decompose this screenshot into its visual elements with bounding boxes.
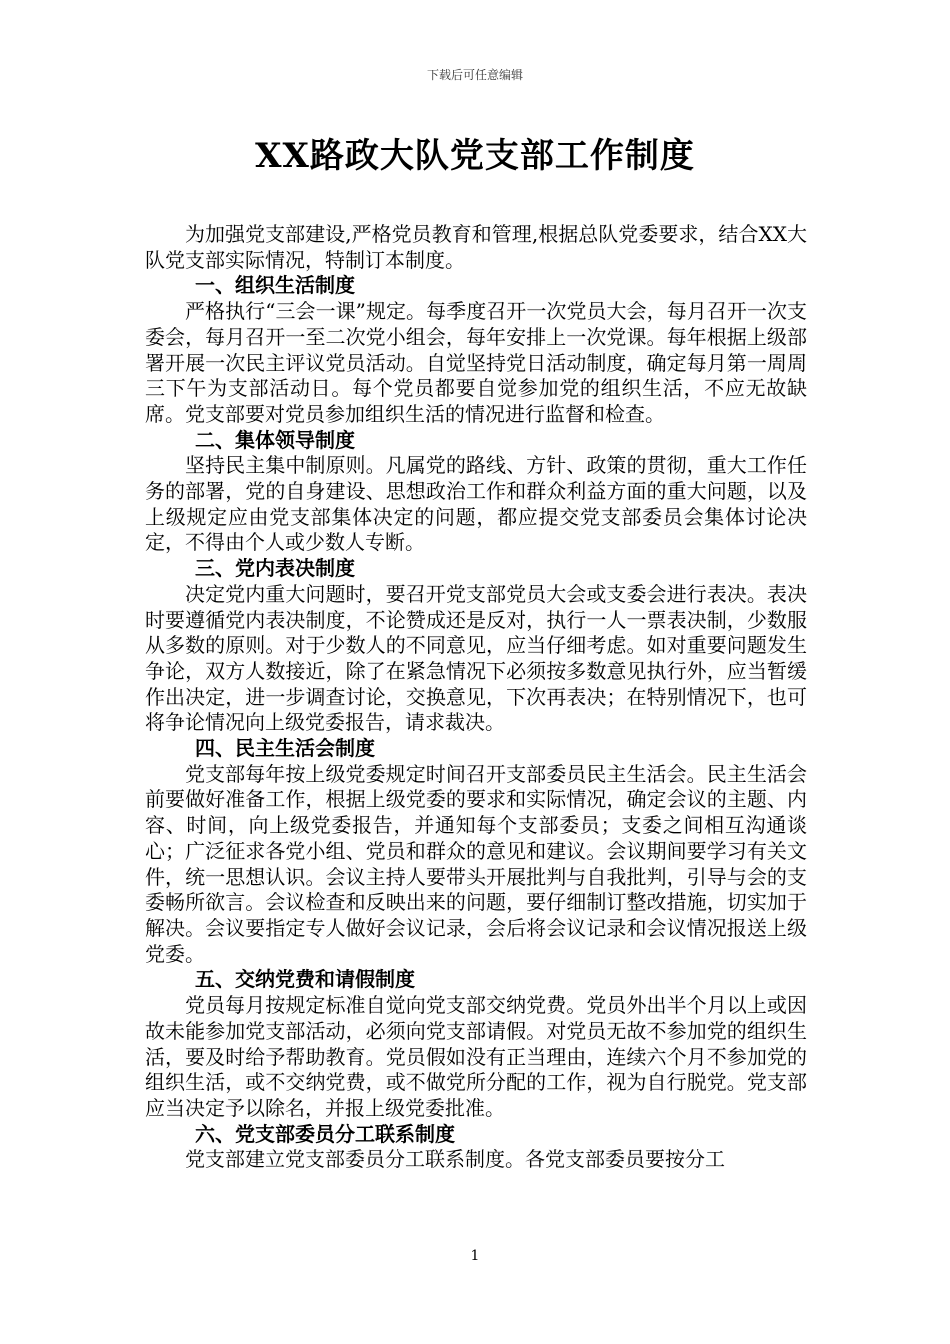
section-paragraph-1: 严格执行“三会一课”规定。每季度召开一次党员大会，每月召开一次支委会，每月召开一至二次党小组会，每年安排上一次党课。每年根据上级部署开展一次民主评议党员活动。自觉坚持党日活动制度，确定每月第一周周三下午为支部活动日。每个党员都要自觉参加党的组织生活，不应无故缺席。党支部要对党员参加组织生活的情况进行监督和检查。 — [145, 299, 807, 426]
section-heading-2: 二、集体领导制度 — [195, 427, 355, 452]
document-title: XX路政大队党支部工作制度 — [255, 136, 695, 176]
section-paragraph-4: 党支部每年按上级党委规定时间召开支部委员民主生活会。民主生活会前要做好准备工作，根据上级党委的要求和实际情况，确定会议的主题、内容、时间，向上级党委报告，并通知每个支部委员；支委之间相互沟通谈心；广泛征求各党小组、党员和群众的意见和建议。会议期间要学习有关文件，统一思想认识。会议主持人要带头开展批判与自我批判，引导与会的支委畅所欲言。会议检查和反映出来的问题，要仔细制订整改措施，切实加于解决。会议要指定专人做好会议记录，会后将会议记录和会议情况报送上级党委。 — [145, 761, 807, 966]
intro-paragraph: 为加强党支部建设,严格党员教育和管理,根据总队党委要求，结合XX大队党支部实际情况，特制订本制度。 — [145, 222, 807, 272]
section-heading-6: 六、党支部委员分工联系制度 — [195, 1121, 455, 1146]
header-note: 下载后可任意编辑 — [426, 68, 523, 82]
section-heading-4: 四、民主生活会制度 — [195, 736, 375, 761]
page-number: 1 — [470, 1248, 480, 1264]
section-paragraph-5: 党员每月按规定标准自觉向党支部交纳党费。党员外出半个月以上或因故未能参加党支部活动，必须向党支部请假。对党员无故不参加党的组织生活，要及时给予帮助教育。党员假如没有正当理由，连续六个月不参加党的组织生活，或不交纳党费，或不做党所分配的工作，视为自行脱党。党支部应当决定予以除名，并报上级党委批准。 — [145, 993, 807, 1120]
section-paragraph-2: 坚持民主集中制原则。凡属党的路线、方针、政策的贯彻，重大工作任务的部署，党的自身建设、思想政治工作和群众利益方面的重大问题，以及上级规定应由党支部集体决定的问题，都应提交党支部委员会集体讨论决定，不得由个人或少数人专断。 — [145, 453, 807, 555]
document-body — [145, 222, 807, 1173]
section-paragraph-6: 党支部建立党支部委员分工联系制度。各党支部委员要按分工 — [185, 1147, 725, 1172]
section-heading-5: 五、交纳党费和请假制度 — [195, 967, 415, 992]
section-heading-1: 一、组织生活制度 — [195, 273, 355, 298]
section-heading-3: 三、党内表决制度 — [195, 556, 355, 581]
section-paragraph-3: 决定党内重大问题时，要召开党支部党员大会或支委会进行表决。表决时要遵循党内表决制度，不论赞成还是反对，执行一人一票表决制，少数服从多数的原则。对于少数人的不同意见，应当仔细考虑。如对重要问题发生争论，双方人数接近，除了在紧急情况下必须按多数意见执行外，应当暂缓作出决定，进一步调查讨论，交换意见，下次再表决；在特别情况下，也可将争论情况向上级党委报告，请求裁决。 — [145, 581, 807, 735]
